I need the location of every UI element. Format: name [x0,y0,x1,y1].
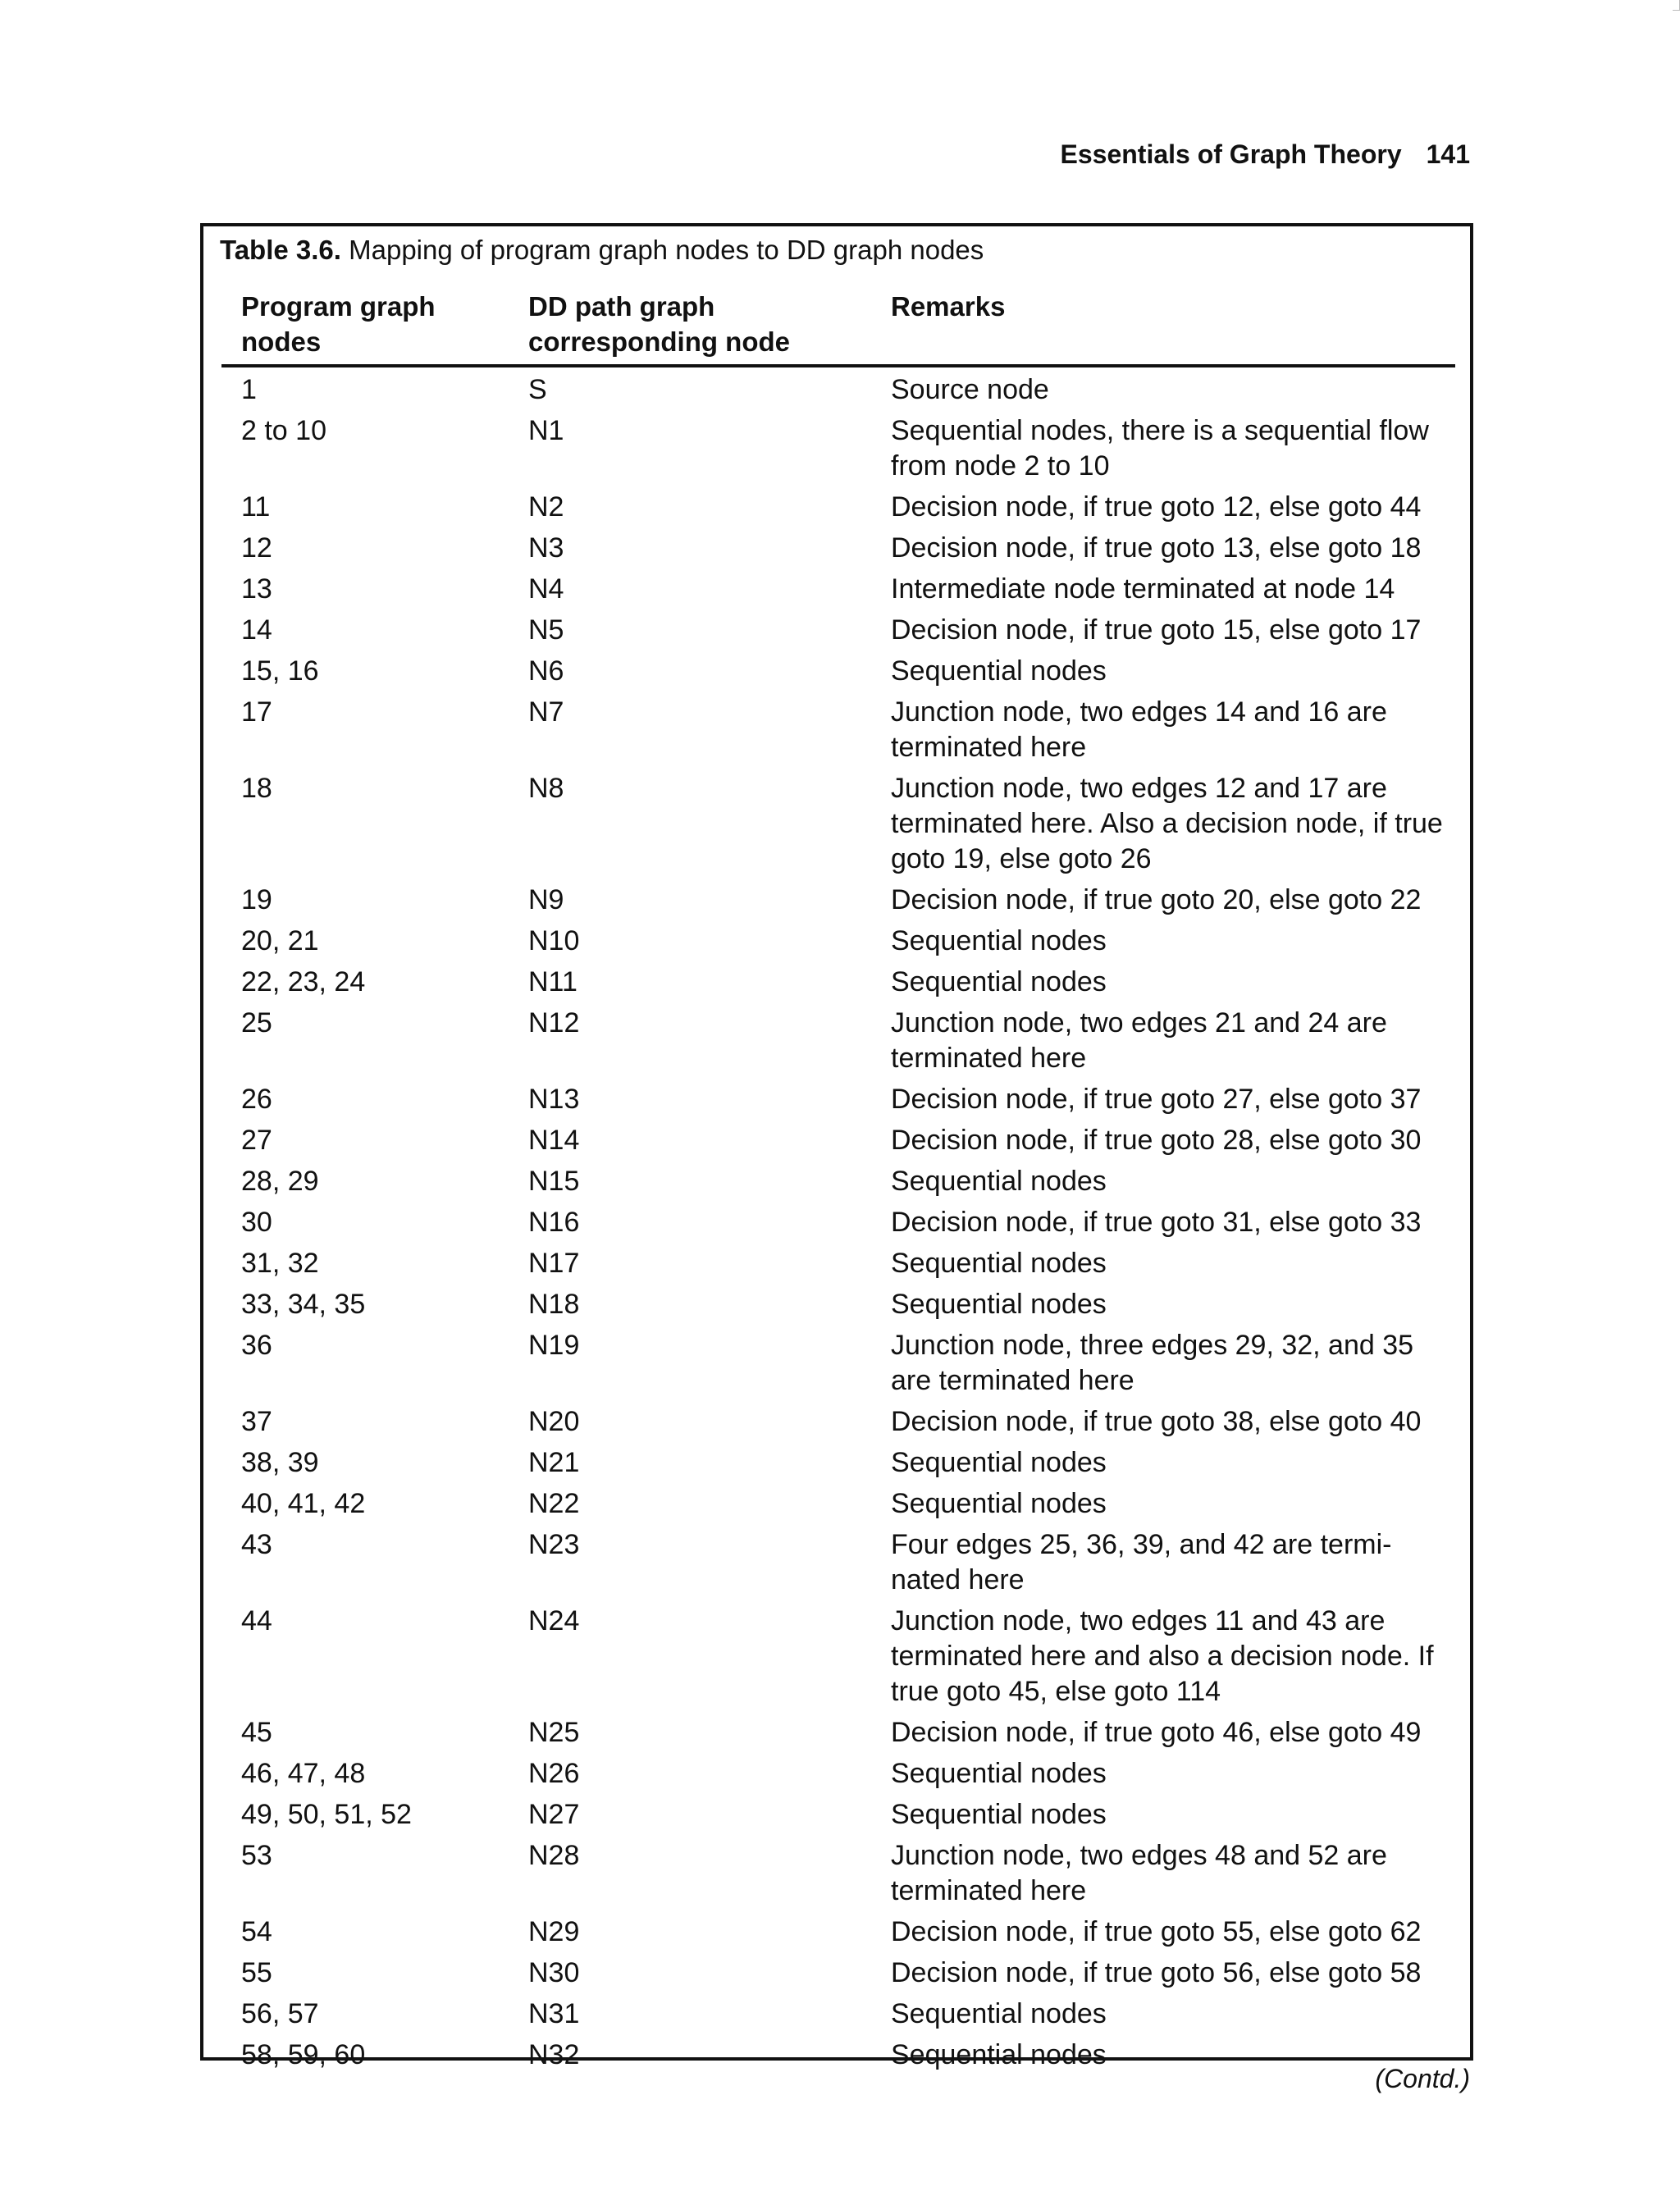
remark-cell: Decision node, if true goto 28, else goto 30 [891,1125,1422,1156]
remark-cell: Sequential nodes [891,655,1107,687]
table-row [221,531,1455,572]
remark-cell: Four edges 25, 36, 39, and 42 are termi-nated here [891,1529,1392,1595]
remark-cell: Intermediate node terminated at node 14 [891,573,1395,605]
program-graph-node-cell: 44 [241,1605,272,1636]
table-row [221,490,1455,531]
dd-path-node-cell: N21 [528,1447,580,1478]
dd-path-node-cell: N9 [528,884,564,915]
program-graph-node-cell: 13 [241,573,272,605]
remark-cell: Sequential nodes [891,1758,1107,1789]
remark-cell: Sequential nodes [891,1248,1107,1279]
program-graph-node-cell: 25 [241,1007,272,1038]
table-row [221,613,1455,654]
dd-path-node-cell: N29 [528,1916,580,1947]
dd-path-node-cell: N22 [528,1488,580,1519]
dd-path-node-cell: N28 [528,1840,580,1871]
dd-path-node-cell: N17 [528,1248,580,1279]
dd-path-node-cell: S [528,374,547,405]
remark-cell: Sequential nodes [891,1289,1107,1320]
table-row [221,2038,1455,2079]
dd-path-node-cell: N12 [528,1007,580,1038]
table-row [221,1287,1455,1328]
program-graph-node-cell: 22, 23, 24 [241,966,366,997]
program-graph-node-cell: 45 [241,1717,272,1748]
program-graph-node-cell: 20, 21 [241,925,319,956]
dd-path-node-cell: N19 [528,1330,580,1361]
program-graph-node-cell: 17 [241,696,272,728]
table-row [221,965,1455,1006]
program-graph-node-cell: 54 [241,1916,272,1947]
remark-cell: Sequential nodes [891,1799,1107,1830]
dd-path-node-cell: N32 [528,2039,580,2070]
program-graph-node-cell: 46, 47, 48 [241,1758,366,1789]
dd-path-node-cell: N15 [528,1166,580,1197]
table-row [221,1527,1455,1604]
column-header-program-graph-nodes: Program graph nodes [241,291,436,357]
continued-note [1375,2064,1470,2094]
table-row [221,1006,1455,1082]
remark-cell: Decision node, if true goto 31, else goto 33 [891,1207,1422,1238]
dd-path-node-cell: N1 [528,415,564,446]
table-row [221,1205,1455,1246]
table-row [221,1997,1455,2038]
remark-cell: Sequential nodes [891,1166,1107,1197]
dd-path-node-cell: N27 [528,1799,580,1830]
dd-path-node-cell: N24 [528,1605,580,1636]
program-graph-node-cell: 36 [241,1330,272,1361]
table-row [221,1756,1455,1797]
table-row [221,1328,1455,1404]
remark-cell: Sequential nodes [891,966,1107,997]
table-row [221,1915,1455,1956]
remark-cell: Junction node, two edges 11 and 43 are terminated here and also a decision node. If true goto 45, else goto 114 [891,1605,1434,1707]
column-header-dd-path-graph-node: DD path graph corresponding node [528,291,791,357]
running-header [1061,139,1471,170]
continued-label: (Contd.) [1375,2064,1470,2093]
remark-cell: Junction node, two edges 21 and 24 are terminated here [891,1007,1387,1074]
table-row [221,1956,1455,1997]
remark-cell: Junction node, three edges 29, 32, and 35 are terminated here [891,1330,1414,1396]
program-graph-node-cell: 18 [241,773,272,804]
dd-path-node-cell: N14 [528,1125,580,1156]
dd-path-node-cell: N4 [528,573,564,605]
table-row [221,1246,1455,1287]
program-graph-node-cell: 28, 29 [241,1166,319,1197]
table-body [221,372,1455,2079]
program-graph-node-cell: 30 [241,1207,272,1238]
dd-path-node-cell: N2 [528,491,564,523]
table-row [221,1604,1455,1715]
program-graph-node-cell: 55 [241,1957,272,1988]
table-row [221,413,1455,490]
program-graph-node-cell: 37 [241,1406,272,1437]
table-caption [220,235,984,266]
dd-path-node-cell: N30 [528,1957,580,1988]
remark-cell: Sequential nodes [891,1447,1107,1478]
remark-cell: Decision node, if true goto 20, else goto 22 [891,884,1422,915]
program-graph-node-cell: 31, 32 [241,1248,319,1279]
table-row [221,1715,1455,1756]
dd-path-node-cell: N23 [528,1529,580,1560]
page-edge-mark [1673,0,1680,11]
table-row [221,883,1455,924]
program-graph-node-cell: 11 [241,491,271,523]
dd-path-node-cell: N11 [528,966,578,997]
remark-cell: Junction node, two edges 14 and 16 are terminated here [891,696,1387,763]
remark-cell: Decision node, if true goto 56, else goto 58 [891,1957,1422,1988]
table-caption-label: Table 3.6. [220,235,341,265]
table-row [221,372,1455,413]
remark-cell: Decision node, if true goto 46, else goto 49 [891,1717,1422,1748]
running-header-title: Essentials of Graph Theory [1060,139,1402,169]
dd-path-node-cell: N6 [528,655,564,687]
table-row [221,771,1455,883]
table-row [221,1123,1455,1164]
table-row [221,1404,1455,1445]
remark-cell: Sequential nodes [891,2039,1107,2070]
remark-cell: Decision node, if true goto 55, else goto 62 [891,1916,1422,1947]
table-row [221,1838,1455,1915]
program-graph-node-cell: 53 [241,1840,272,1871]
remark-cell: Sequential nodes [891,1488,1107,1519]
remark-cell: Decision node, if true goto 27, else goto 37 [891,1084,1422,1115]
table-caption-text: Mapping of program graph nodes to DD graph nodes [349,235,984,265]
program-graph-node-cell: 38, 39 [241,1447,319,1478]
table-row [221,1082,1455,1123]
table-header-row [221,289,1455,367]
program-graph-node-cell: 43 [241,1529,272,1560]
remark-cell: Junction node, two edges 12 and 17 are terminated here. Also a decision node, if true goto 19, else goto 26 [891,773,1443,874]
dd-path-node-cell: N31 [528,1998,580,2029]
remark-cell: Decision node, if true goto 15, else goto 17 [891,614,1422,646]
remark-cell: Source node [891,374,1049,405]
dd-path-node-cell: N18 [528,1289,580,1320]
program-graph-node-cell: 1 [241,374,257,405]
program-graph-node-cell: 56, 57 [241,1998,319,2029]
program-graph-node-cell: 26 [241,1084,272,1115]
dd-path-node-cell: N7 [528,696,564,728]
remark-cell: Decision node, if true goto 12, else goto 44 [891,491,1422,523]
program-graph-node-cell: 12 [241,532,272,564]
program-graph-node-cell: 49, 50, 51, 52 [241,1799,412,1830]
column-header-remarks: Remarks [891,291,1006,322]
table-row [221,1797,1455,1838]
remark-cell: Sequential nodes, there is a sequential flow from node 2 to 10 [891,415,1429,482]
table-row [221,572,1455,613]
dd-path-node-cell: N3 [528,532,564,564]
remark-cell: Sequential nodes [891,925,1107,956]
table-row [221,1486,1455,1527]
dd-path-node-cell: N16 [528,1207,580,1238]
dd-path-node-cell: N10 [528,925,580,956]
remark-cell: Junction node, two edges 48 and 52 are terminated here [891,1840,1387,1906]
remark-cell: Sequential nodes [891,1998,1107,2029]
program-graph-node-cell: 40, 41, 42 [241,1488,366,1519]
table-row [221,924,1455,965]
dd-path-node-cell: N26 [528,1758,580,1789]
dd-path-node-cell: N8 [528,773,564,804]
program-graph-node-cell: 19 [241,884,272,915]
program-graph-node-cell: 33, 34, 35 [241,1289,366,1320]
program-graph-node-cell: 58, 59, 60 [241,2039,366,2070]
dd-path-node-cell: N5 [528,614,564,646]
program-graph-node-cell: 2 to 10 [241,415,326,446]
table-row [221,1445,1455,1486]
page-number: 141 [1426,139,1470,169]
table-row [221,695,1455,771]
table-row [221,1164,1455,1205]
dd-path-node-cell: N20 [528,1406,580,1437]
program-graph-node-cell: 15, 16 [241,655,319,687]
dd-path-node-cell: N13 [528,1084,580,1115]
remark-cell: Decision node, if true goto 13, else goto 18 [891,532,1422,564]
mapping-table [200,223,1473,2070]
program-graph-node-cell: 27 [241,1125,272,1156]
dd-path-node-cell: N25 [528,1717,580,1748]
program-graph-node-cell: 14 [241,614,272,646]
remark-cell: Decision node, if true goto 38, else goto 40 [891,1406,1422,1437]
table-row [221,654,1455,695]
